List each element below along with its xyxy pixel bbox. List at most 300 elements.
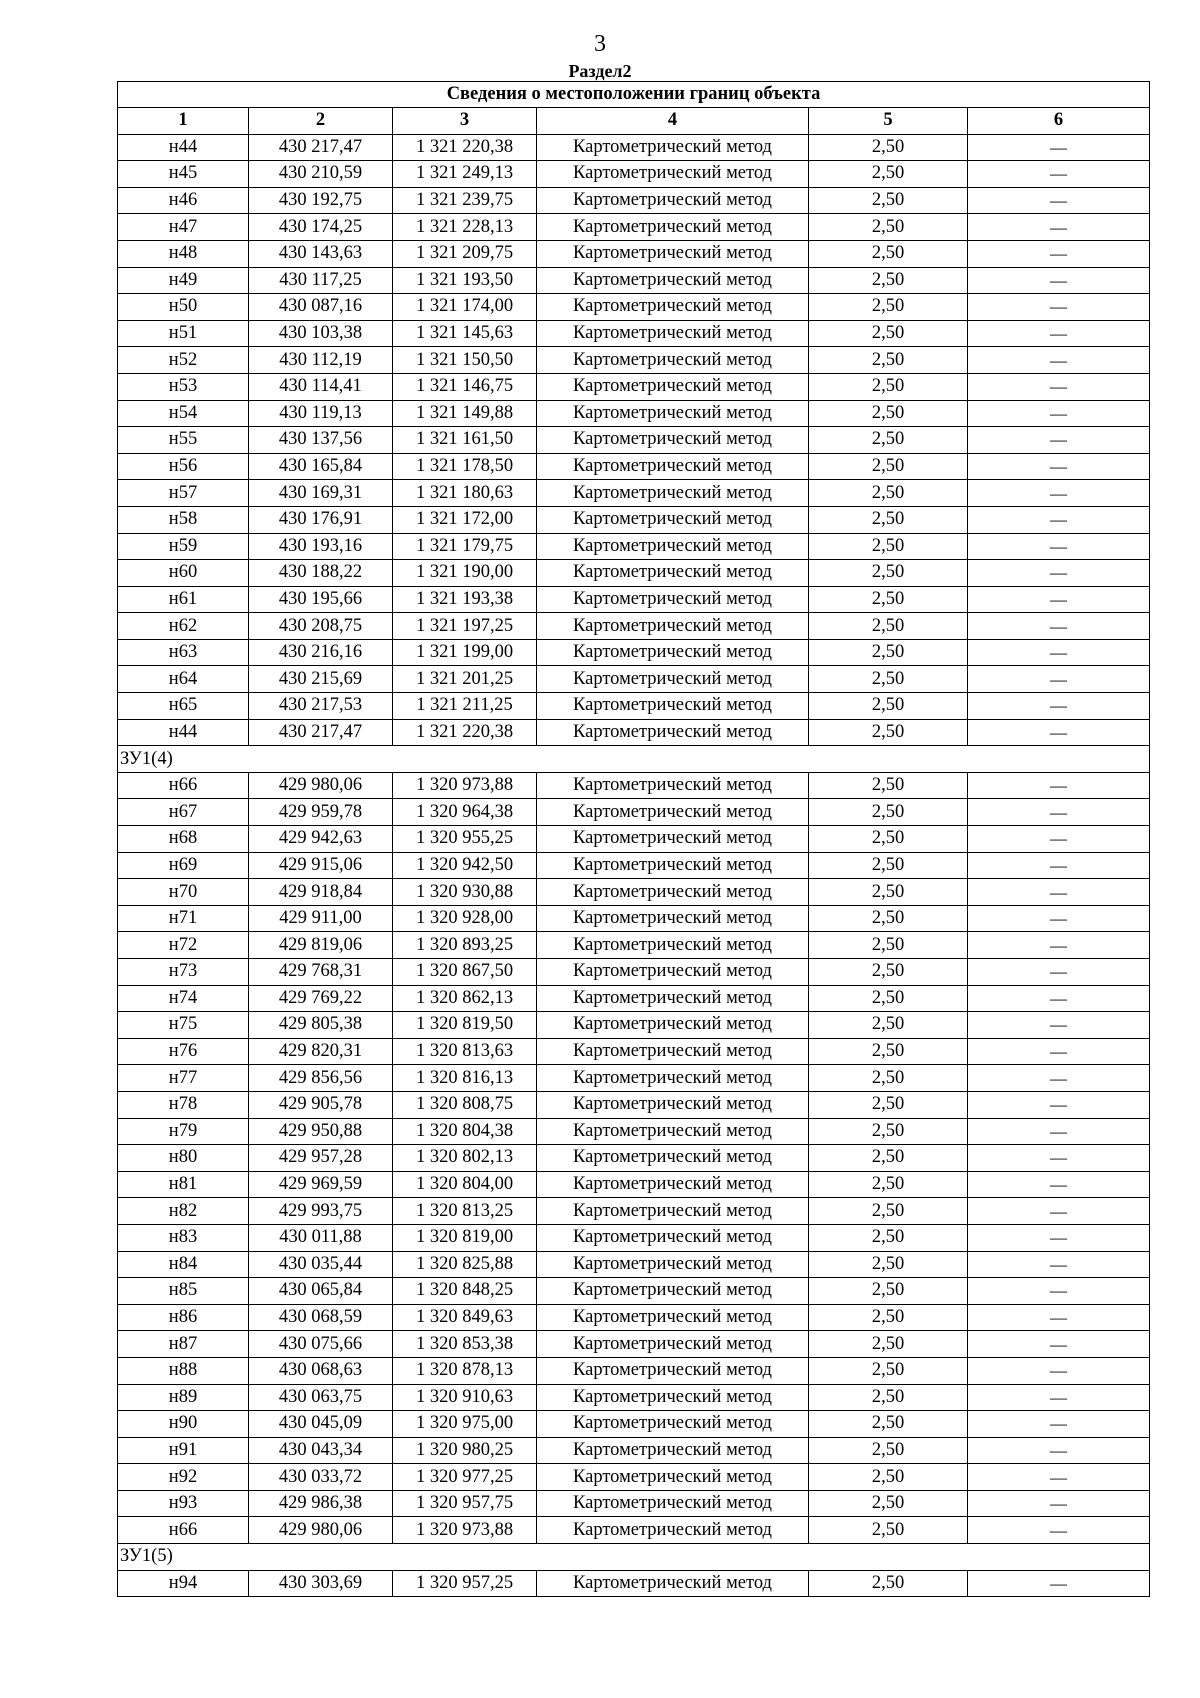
y-coordinate-cell: 1 320 813,63 — [393, 1038, 537, 1065]
table-row — [118, 1091, 1150, 1118]
table-body — [118, 82, 1150, 1597]
point-id-cell: н65 — [118, 693, 249, 720]
description-cell: — — [968, 826, 1150, 853]
description-cell: — — [968, 533, 1150, 560]
accuracy-cell: 2,50 — [809, 959, 968, 986]
method-cell: Картометрический метод — [537, 506, 809, 533]
point-id-cell: н61 — [118, 586, 249, 613]
table-row — [118, 1224, 1150, 1251]
x-coordinate-cell: 430 188,22 — [249, 560, 393, 587]
x-coordinate-cell: 430 068,59 — [249, 1304, 393, 1331]
point-id-cell: н69 — [118, 852, 249, 879]
point-id-cell: н78 — [118, 1091, 249, 1118]
accuracy-cell: 2,50 — [809, 1091, 968, 1118]
x-coordinate-cell: 429 986,38 — [249, 1490, 393, 1517]
table-row — [118, 852, 1150, 879]
y-coordinate-cell: 1 321 172,00 — [393, 506, 537, 533]
point-id-cell: н53 — [118, 373, 249, 400]
table-row — [118, 879, 1150, 906]
point-id-cell: н90 — [118, 1411, 249, 1438]
y-coordinate-cell: 1 321 220,38 — [393, 719, 537, 746]
x-coordinate-cell: 430 193,16 — [249, 533, 393, 560]
point-id-cell: н52 — [118, 347, 249, 374]
accuracy-cell: 2,50 — [809, 1437, 968, 1464]
y-coordinate-cell: 1 320 825,88 — [393, 1251, 537, 1278]
accuracy-cell: 2,50 — [809, 826, 968, 853]
accuracy-cell: 2,50 — [809, 586, 968, 613]
x-coordinate-cell: 429 993,75 — [249, 1198, 393, 1225]
description-cell: — — [968, 852, 1150, 879]
column-header: 4 — [537, 108, 809, 135]
x-coordinate-cell: 430 068,63 — [249, 1357, 393, 1384]
y-coordinate-cell: 1 320 819,50 — [393, 1012, 537, 1039]
x-coordinate-cell: 430 087,16 — [249, 294, 393, 321]
description-cell: — — [968, 134, 1150, 161]
table-caption-row — [118, 82, 1150, 108]
y-coordinate-cell: 1 321 174,00 — [393, 294, 537, 321]
table-row — [118, 959, 1150, 986]
accuracy-cell: 2,50 — [809, 1145, 968, 1172]
x-coordinate-cell: 430 215,69 — [249, 666, 393, 693]
table-row — [118, 480, 1150, 507]
accuracy-cell: 2,50 — [809, 1038, 968, 1065]
description-cell: — — [968, 1304, 1150, 1331]
description-cell: — — [968, 1091, 1150, 1118]
accuracy-cell: 2,50 — [809, 1331, 968, 1358]
accuracy-cell: 2,50 — [809, 533, 968, 560]
x-coordinate-cell: 430 033,72 — [249, 1464, 393, 1491]
point-id-cell: н82 — [118, 1198, 249, 1225]
x-coordinate-cell: 430 063,75 — [249, 1384, 393, 1411]
accuracy-cell: 2,50 — [809, 1384, 968, 1411]
y-coordinate-cell: 1 320 910,63 — [393, 1384, 537, 1411]
method-cell: Картометрический метод — [537, 1251, 809, 1278]
accuracy-cell: 2,50 — [809, 693, 968, 720]
x-coordinate-cell: 429 768,31 — [249, 959, 393, 986]
table-row — [118, 267, 1150, 294]
accuracy-cell: 2,50 — [809, 905, 968, 932]
description-cell: — — [968, 1278, 1150, 1305]
description-cell: — — [968, 1118, 1150, 1145]
y-coordinate-cell: 1 320 975,00 — [393, 1411, 537, 1438]
column-header: 2 — [249, 108, 393, 135]
y-coordinate-cell: 1 320 867,50 — [393, 959, 537, 986]
page-number: 3 — [594, 31, 606, 57]
description-cell: — — [968, 1490, 1150, 1517]
method-cell: Картометрический метод — [537, 1517, 809, 1544]
description-cell: — — [968, 719, 1150, 746]
method-cell: Картометрический метод — [537, 1198, 809, 1225]
point-id-cell: н46 — [118, 187, 249, 214]
point-id-cell: н66 — [118, 772, 249, 799]
x-coordinate-cell: 429 819,06 — [249, 932, 393, 959]
description-cell: — — [968, 560, 1150, 587]
description-cell: — — [968, 214, 1150, 241]
table-row — [118, 719, 1150, 746]
accuracy-cell: 2,50 — [809, 666, 968, 693]
table-row — [118, 772, 1150, 799]
description-cell: — — [968, 187, 1150, 214]
point-id-cell: н66 — [118, 1517, 249, 1544]
y-coordinate-cell: 1 320 849,63 — [393, 1304, 537, 1331]
description-cell: — — [968, 693, 1150, 720]
y-coordinate-cell: 1 320 977,25 — [393, 1464, 537, 1491]
method-cell: Картометрический метод — [537, 1145, 809, 1172]
description-cell: — — [968, 1038, 1150, 1065]
x-coordinate-cell: 430 045,09 — [249, 1411, 393, 1438]
table-row — [118, 427, 1150, 454]
y-coordinate-cell: 1 321 199,00 — [393, 639, 537, 666]
accuracy-cell: 2,50 — [809, 294, 968, 321]
x-coordinate-cell: 430 192,75 — [249, 187, 393, 214]
y-coordinate-cell: 1 321 209,75 — [393, 240, 537, 267]
table-row — [118, 1490, 1150, 1517]
table-row — [118, 347, 1150, 374]
y-coordinate-cell: 1 321 161,50 — [393, 427, 537, 454]
accuracy-cell: 2,50 — [809, 347, 968, 374]
method-cell: Картометрический метод — [537, 879, 809, 906]
method-cell: Картометрический метод — [537, 267, 809, 294]
accuracy-cell: 2,50 — [809, 1517, 968, 1544]
point-id-cell: н45 — [118, 161, 249, 188]
description-cell: — — [968, 427, 1150, 454]
method-cell: Картометрический метод — [537, 134, 809, 161]
x-coordinate-cell: 430 103,38 — [249, 320, 393, 347]
accuracy-cell: 2,50 — [809, 613, 968, 640]
x-coordinate-cell: 430 065,84 — [249, 1278, 393, 1305]
description-cell: — — [968, 294, 1150, 321]
x-coordinate-cell: 429 820,31 — [249, 1038, 393, 1065]
method-cell: Картометрический метод — [537, 959, 809, 986]
point-id-cell: н72 — [118, 932, 249, 959]
table-row — [118, 932, 1150, 959]
table-row — [118, 666, 1150, 693]
table-row — [118, 453, 1150, 480]
x-coordinate-cell: 430 117,25 — [249, 267, 393, 294]
point-id-cell: н51 — [118, 320, 249, 347]
description-cell: — — [968, 1437, 1150, 1464]
accuracy-cell: 2,50 — [809, 1304, 968, 1331]
description-cell: — — [968, 1411, 1150, 1438]
y-coordinate-cell: 1 320 816,13 — [393, 1065, 537, 1092]
y-coordinate-cell: 1 321 149,88 — [393, 400, 537, 427]
method-cell: Картометрический метод — [537, 1012, 809, 1039]
column-header: 6 — [968, 108, 1150, 135]
point-id-cell: н64 — [118, 666, 249, 693]
description-cell: — — [968, 480, 1150, 507]
table-row — [118, 639, 1150, 666]
table-row — [118, 1171, 1150, 1198]
method-cell: Картометрический метод — [537, 214, 809, 241]
method-cell: Картометрический метод — [537, 1065, 809, 1092]
y-coordinate-cell: 1 320 980,25 — [393, 1437, 537, 1464]
table-row — [118, 1065, 1150, 1092]
y-coordinate-cell: 1 320 930,88 — [393, 879, 537, 906]
table-row — [118, 400, 1150, 427]
accuracy-cell: 2,50 — [809, 240, 968, 267]
y-coordinate-cell: 1 321 249,13 — [393, 161, 537, 188]
method-cell: Картометрический метод — [537, 985, 809, 1012]
description-cell: — — [968, 320, 1150, 347]
accuracy-cell: 2,50 — [809, 134, 968, 161]
method-cell: Картометрический метод — [537, 1384, 809, 1411]
table-row — [118, 613, 1150, 640]
description-cell: — — [968, 1464, 1150, 1491]
table-row — [118, 1411, 1150, 1438]
point-id-cell: н50 — [118, 294, 249, 321]
description-cell: — — [968, 1251, 1150, 1278]
accuracy-cell: 2,50 — [809, 879, 968, 906]
method-cell: Картометрический метод — [537, 1357, 809, 1384]
y-coordinate-cell: 1 321 220,38 — [393, 134, 537, 161]
x-coordinate-cell: 429 905,78 — [249, 1091, 393, 1118]
point-id-cell: н93 — [118, 1490, 249, 1517]
x-coordinate-cell: 429 918,84 — [249, 879, 393, 906]
point-id-cell: н62 — [118, 613, 249, 640]
method-cell: Картометрический метод — [537, 852, 809, 879]
table-row — [118, 826, 1150, 853]
y-coordinate-cell: 1 321 178,50 — [393, 453, 537, 480]
point-id-cell: н48 — [118, 240, 249, 267]
y-coordinate-cell: 1 320 878,13 — [393, 1357, 537, 1384]
x-coordinate-cell: 430 165,84 — [249, 453, 393, 480]
x-coordinate-cell: 430 114,41 — [249, 373, 393, 400]
y-coordinate-cell: 1 320 853,38 — [393, 1331, 537, 1358]
point-id-cell: н44 — [118, 719, 249, 746]
table-row — [118, 1384, 1150, 1411]
accuracy-cell: 2,50 — [809, 1411, 968, 1438]
method-cell: Картометрический метод — [537, 1304, 809, 1331]
accuracy-cell: 2,50 — [809, 772, 968, 799]
method-cell: Картометрический метод — [537, 294, 809, 321]
x-coordinate-cell: 429 911,00 — [249, 905, 393, 932]
description-cell: — — [968, 373, 1150, 400]
column-header: 3 — [393, 108, 537, 135]
point-id-cell: н67 — [118, 799, 249, 826]
description-cell: — — [968, 453, 1150, 480]
method-cell: Картометрический метод — [537, 1411, 809, 1438]
table-row — [118, 560, 1150, 587]
method-cell: Картометрический метод — [537, 1490, 809, 1517]
x-coordinate-cell: 430 210,59 — [249, 161, 393, 188]
table-row — [118, 1198, 1150, 1225]
method-cell: Картометрический метод — [537, 427, 809, 454]
point-id-cell: н60 — [118, 560, 249, 587]
point-id-cell: н86 — [118, 1304, 249, 1331]
description-cell: — — [968, 1331, 1150, 1358]
point-id-cell: н88 — [118, 1357, 249, 1384]
description-cell: — — [968, 1171, 1150, 1198]
accuracy-cell: 2,50 — [809, 1278, 968, 1305]
y-coordinate-cell: 1 320 862,13 — [393, 985, 537, 1012]
method-cell: Картометрический метод — [537, 905, 809, 932]
table-row — [118, 1278, 1150, 1305]
method-cell: Картометрический метод — [537, 1570, 809, 1597]
point-id-cell: н57 — [118, 480, 249, 507]
method-cell: Картометрический метод — [537, 161, 809, 188]
method-cell: Картометрический метод — [537, 613, 809, 640]
group-label: ЗУ1(4) — [118, 746, 1150, 773]
table-row — [118, 1570, 1150, 1597]
y-coordinate-cell: 1 320 804,38 — [393, 1118, 537, 1145]
table-row — [118, 1464, 1150, 1491]
point-id-cell: н87 — [118, 1331, 249, 1358]
x-coordinate-cell: 430 217,47 — [249, 719, 393, 746]
table-row — [118, 1517, 1150, 1544]
table-caption: Сведения о местоположении границ объекта — [118, 82, 1150, 108]
point-id-cell: н81 — [118, 1171, 249, 1198]
description-cell: — — [968, 639, 1150, 666]
x-coordinate-cell: 429 959,78 — [249, 799, 393, 826]
description-cell: — — [968, 1224, 1150, 1251]
table-row — [118, 1145, 1150, 1172]
point-id-cell: н56 — [118, 453, 249, 480]
group-label: ЗУ1(5) — [118, 1544, 1150, 1571]
description-cell: — — [968, 400, 1150, 427]
description-cell: — — [968, 905, 1150, 932]
accuracy-cell: 2,50 — [809, 506, 968, 533]
point-id-cell: н68 — [118, 826, 249, 853]
point-id-cell: н58 — [118, 506, 249, 533]
accuracy-cell: 2,50 — [809, 932, 968, 959]
y-coordinate-cell: 1 320 848,25 — [393, 1278, 537, 1305]
accuracy-cell: 2,50 — [809, 1065, 968, 1092]
table-header-row — [118, 108, 1150, 135]
point-id-cell: н75 — [118, 1012, 249, 1039]
method-cell: Картометрический метод — [537, 693, 809, 720]
method-cell: Картометрический метод — [537, 533, 809, 560]
x-coordinate-cell: 430 075,66 — [249, 1331, 393, 1358]
x-coordinate-cell: 429 805,38 — [249, 1012, 393, 1039]
method-cell: Картометрический метод — [537, 1224, 809, 1251]
accuracy-cell: 2,50 — [809, 985, 968, 1012]
method-cell: Картометрический метод — [537, 1331, 809, 1358]
method-cell: Картометрический метод — [537, 320, 809, 347]
x-coordinate-cell: 429 969,59 — [249, 1171, 393, 1198]
x-coordinate-cell: 430 043,34 — [249, 1437, 393, 1464]
point-id-cell: н76 — [118, 1038, 249, 1065]
method-cell: Картометрический метод — [537, 639, 809, 666]
accuracy-cell: 2,50 — [809, 1570, 968, 1597]
y-coordinate-cell: 1 320 955,25 — [393, 826, 537, 853]
description-cell: — — [968, 985, 1150, 1012]
y-coordinate-cell: 1 321 211,25 — [393, 693, 537, 720]
table-row — [118, 1437, 1150, 1464]
point-id-cell: н89 — [118, 1384, 249, 1411]
accuracy-cell: 2,50 — [809, 1198, 968, 1225]
y-coordinate-cell: 1 321 193,38 — [393, 586, 537, 613]
table-row — [118, 373, 1150, 400]
y-coordinate-cell: 1 321 197,25 — [393, 613, 537, 640]
accuracy-cell: 2,50 — [809, 1251, 968, 1278]
table-row — [118, 533, 1150, 560]
y-coordinate-cell: 1 321 228,13 — [393, 214, 537, 241]
table-row — [118, 1331, 1150, 1358]
method-cell: Картометрический метод — [537, 799, 809, 826]
method-cell: Картометрический метод — [537, 719, 809, 746]
x-coordinate-cell: 430 011,88 — [249, 1224, 393, 1251]
table-row — [118, 187, 1150, 214]
method-cell: Картометрический метод — [537, 1278, 809, 1305]
description-cell: — — [968, 240, 1150, 267]
table-row — [118, 1012, 1150, 1039]
point-id-cell: н70 — [118, 879, 249, 906]
y-coordinate-cell: 1 321 146,75 — [393, 373, 537, 400]
table-row — [118, 1251, 1150, 1278]
accuracy-cell: 2,50 — [809, 267, 968, 294]
x-coordinate-cell: 429 957,28 — [249, 1145, 393, 1172]
y-coordinate-cell: 1 320 957,75 — [393, 1490, 537, 1517]
x-coordinate-cell: 430 217,47 — [249, 134, 393, 161]
y-coordinate-cell: 1 321 190,00 — [393, 560, 537, 587]
description-cell: — — [968, 267, 1150, 294]
accuracy-cell: 2,50 — [809, 1118, 968, 1145]
x-coordinate-cell: 430 137,56 — [249, 427, 393, 454]
accuracy-cell: 2,50 — [809, 453, 968, 480]
method-cell: Картометрический метод — [537, 586, 809, 613]
point-id-cell: н84 — [118, 1251, 249, 1278]
method-cell: Картометрический метод — [537, 240, 809, 267]
method-cell: Картометрический метод — [537, 373, 809, 400]
x-coordinate-cell: 430 217,53 — [249, 693, 393, 720]
accuracy-cell: 2,50 — [809, 719, 968, 746]
description-cell: — — [968, 959, 1150, 986]
accuracy-cell: 2,50 — [809, 1224, 968, 1251]
accuracy-cell: 2,50 — [809, 1464, 968, 1491]
y-coordinate-cell: 1 321 239,75 — [393, 187, 537, 214]
table-row — [118, 693, 1150, 720]
description-cell: — — [968, 586, 1150, 613]
method-cell: Картометрический метод — [537, 1171, 809, 1198]
point-id-cell: н79 — [118, 1118, 249, 1145]
method-cell: Картометрический метод — [537, 560, 809, 587]
table-row — [118, 240, 1150, 267]
description-cell: — — [968, 347, 1150, 374]
description-cell: — — [968, 506, 1150, 533]
y-coordinate-cell: 1 320 804,00 — [393, 1171, 537, 1198]
table-row — [118, 1118, 1150, 1145]
accuracy-cell: 2,50 — [809, 1357, 968, 1384]
accuracy-cell: 2,50 — [809, 1012, 968, 1039]
method-cell: Картометрический метод — [537, 480, 809, 507]
x-coordinate-cell: 429 856,56 — [249, 1065, 393, 1092]
description-cell: — — [968, 161, 1150, 188]
x-coordinate-cell: 429 950,88 — [249, 1118, 393, 1145]
table-row — [118, 134, 1150, 161]
description-cell: — — [968, 1517, 1150, 1544]
y-coordinate-cell: 1 320 819,00 — [393, 1224, 537, 1251]
method-cell: Картометрический метод — [537, 347, 809, 374]
table-row — [118, 799, 1150, 826]
table-row — [118, 506, 1150, 533]
point-id-cell: н55 — [118, 427, 249, 454]
table-row — [118, 1357, 1150, 1384]
method-cell: Картометрический метод — [537, 1091, 809, 1118]
boundary-coordinates-table — [117, 81, 1150, 1597]
point-id-cell: н77 — [118, 1065, 249, 1092]
point-id-cell: н91 — [118, 1437, 249, 1464]
x-coordinate-cell: 430 216,16 — [249, 639, 393, 666]
table-row — [118, 905, 1150, 932]
description-cell: — — [968, 879, 1150, 906]
x-coordinate-cell: 430 174,25 — [249, 214, 393, 241]
table-row — [118, 586, 1150, 613]
method-cell: Картометрический метод — [537, 400, 809, 427]
y-coordinate-cell: 1 321 179,75 — [393, 533, 537, 560]
x-coordinate-cell: 429 769,22 — [249, 985, 393, 1012]
accuracy-cell: 2,50 — [809, 1171, 968, 1198]
method-cell: Картометрический метод — [537, 826, 809, 853]
